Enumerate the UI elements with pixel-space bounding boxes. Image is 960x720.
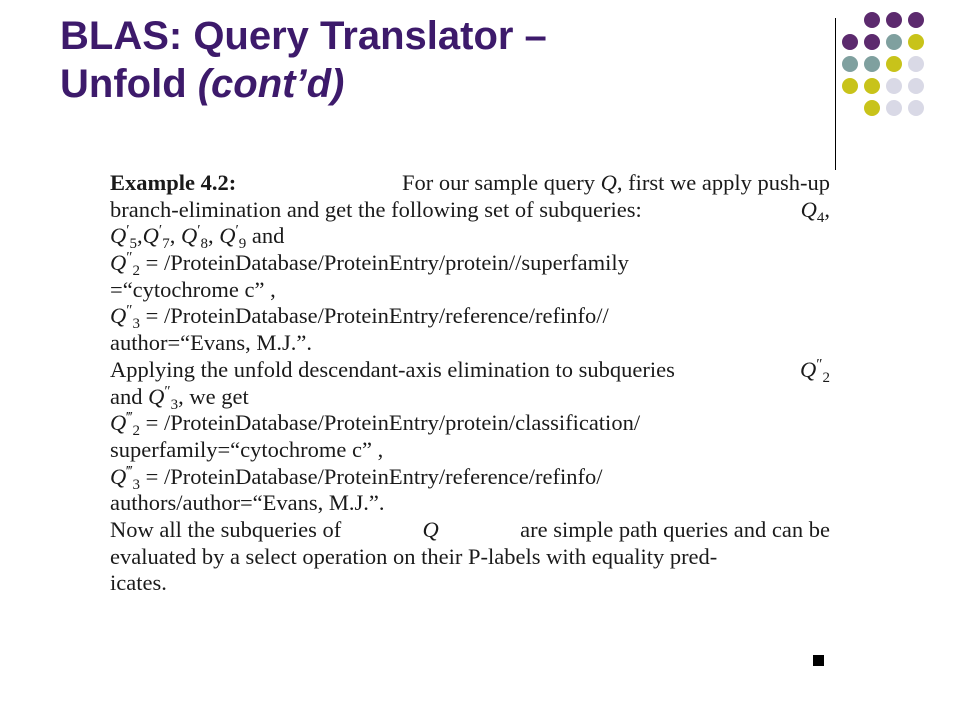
excerpt-line-5: =“cytochrome c” , — [110, 276, 276, 302]
excerpt-text: , we get — [178, 383, 249, 409]
title-line-1: BLAS: Query Translator – — [60, 14, 547, 58]
excerpt-line-11: superfamily=“cytochrome c” , — [110, 436, 384, 462]
slide-title — [60, 12, 800, 108]
query-symbol: Q — [422, 516, 439, 542]
query-symbol: $Q_4$ — [800, 196, 825, 226]
excerpt-line-3: $Q'_5,Q'_7$, $Q'_8$, $Q'_9$ and — [110, 222, 285, 253]
excerpt-text: are simple path queries and can be — [520, 516, 830, 542]
excerpt-line-14 — [110, 517, 830, 544]
query-symbol: $Q^‴_2$ — [110, 409, 140, 440]
title-line-2-plain: Unfold — [60, 62, 198, 106]
decorative-dot — [908, 12, 924, 28]
decorative-dot — [886, 12, 902, 28]
decorative-dot — [842, 78, 858, 94]
excerpt-text: and — [110, 383, 143, 409]
title-line-2-italic: (cont’d) — [197, 62, 345, 106]
decorative-dot — [864, 56, 880, 72]
example-heading: Example 4.2: — [110, 170, 237, 195]
query-symbol: $Q^‴_3$ — [110, 463, 140, 493]
query-symbol: $Q'_5$ — [110, 222, 138, 253]
decorative-dot — [864, 34, 880, 50]
decorative-dot — [842, 34, 858, 50]
excerpt-line-9 — [110, 384, 830, 411]
excerpt-text: = /ProteinDatabase/ProteinEntry/reference/refinfo/ — [140, 463, 603, 489]
excerpt-line-6 — [110, 302, 830, 333]
excerpt-text: = /ProteinDatabase/ProteinEntry/protein//superfamily — [140, 250, 629, 276]
excerpt-line-1 — [110, 170, 830, 197]
decorative-dot — [908, 78, 924, 94]
excerpt-text: For our sample query — [401, 170, 596, 195]
excerpt-line-7: author=“Evans, M.J.”. — [110, 330, 313, 356]
excerpt-line-8 — [110, 357, 830, 384]
decorative-dot — [864, 12, 880, 28]
excerpt-text: = /ProteinDatabase/ProteinEntry/protein/classification/ — [140, 410, 641, 436]
query-symbol: $Q'_7$ — [142, 222, 170, 253]
decorative-dot — [864, 78, 880, 94]
excerpt-line-16: icates. — [110, 570, 167, 596]
decorative-dot — [864, 100, 880, 116]
decorative-dot — [908, 56, 924, 72]
excerpt-text: and — [251, 223, 285, 249]
decorative-dot — [886, 78, 902, 94]
decorative-dot — [886, 100, 902, 116]
excerpt-text: = /ProteinDatabase/ProteinEntry/reference/refinfo// — [140, 303, 609, 329]
query-symbol: $Q''_2$ — [800, 356, 830, 386]
end-of-proof-square — [813, 655, 824, 666]
decorative-dot — [908, 34, 924, 50]
excerpt-line-12 — [110, 464, 830, 491]
query-symbol: $Q''_3$ — [110, 302, 140, 333]
excerpt-text: Applying the unfold descendant-axis elimination to subqueries — [110, 356, 675, 382]
excerpt-line-10 — [110, 409, 830, 440]
title-divider-line — [835, 18, 836, 170]
query-symbol: $Q''_2$ — [110, 249, 140, 280]
decorative-dot — [886, 56, 902, 72]
excerpt-line-4 — [110, 249, 830, 280]
excerpt-line-13: authors/author=“Evans, M.J.”. — [110, 490, 385, 516]
decorative-dot — [886, 34, 902, 50]
paper-excerpt-image — [110, 170, 830, 670]
query-symbol: $Q'_8$ — [180, 222, 208, 253]
excerpt-text: , first we apply push-up — [616, 170, 830, 195]
excerpt-line-2 — [110, 197, 830, 224]
query-symbol: Q — [600, 170, 617, 195]
query-symbol: $Q'_9$ — [219, 222, 247, 253]
excerpt-line-15: evaluated by a select operation on their P-labels with equality pred- — [110, 543, 718, 569]
decorative-dot — [908, 100, 924, 116]
query-symbol: $Q''_3$ — [148, 383, 179, 413]
title-line-2 — [60, 60, 800, 108]
excerpt-text: branch-elimination and get the following set of subqueries: — [110, 196, 642, 222]
decorative-dot — [842, 56, 858, 72]
excerpt-text: , — [824, 196, 830, 222]
excerpt-text: Now all the subqueries of — [110, 516, 342, 542]
